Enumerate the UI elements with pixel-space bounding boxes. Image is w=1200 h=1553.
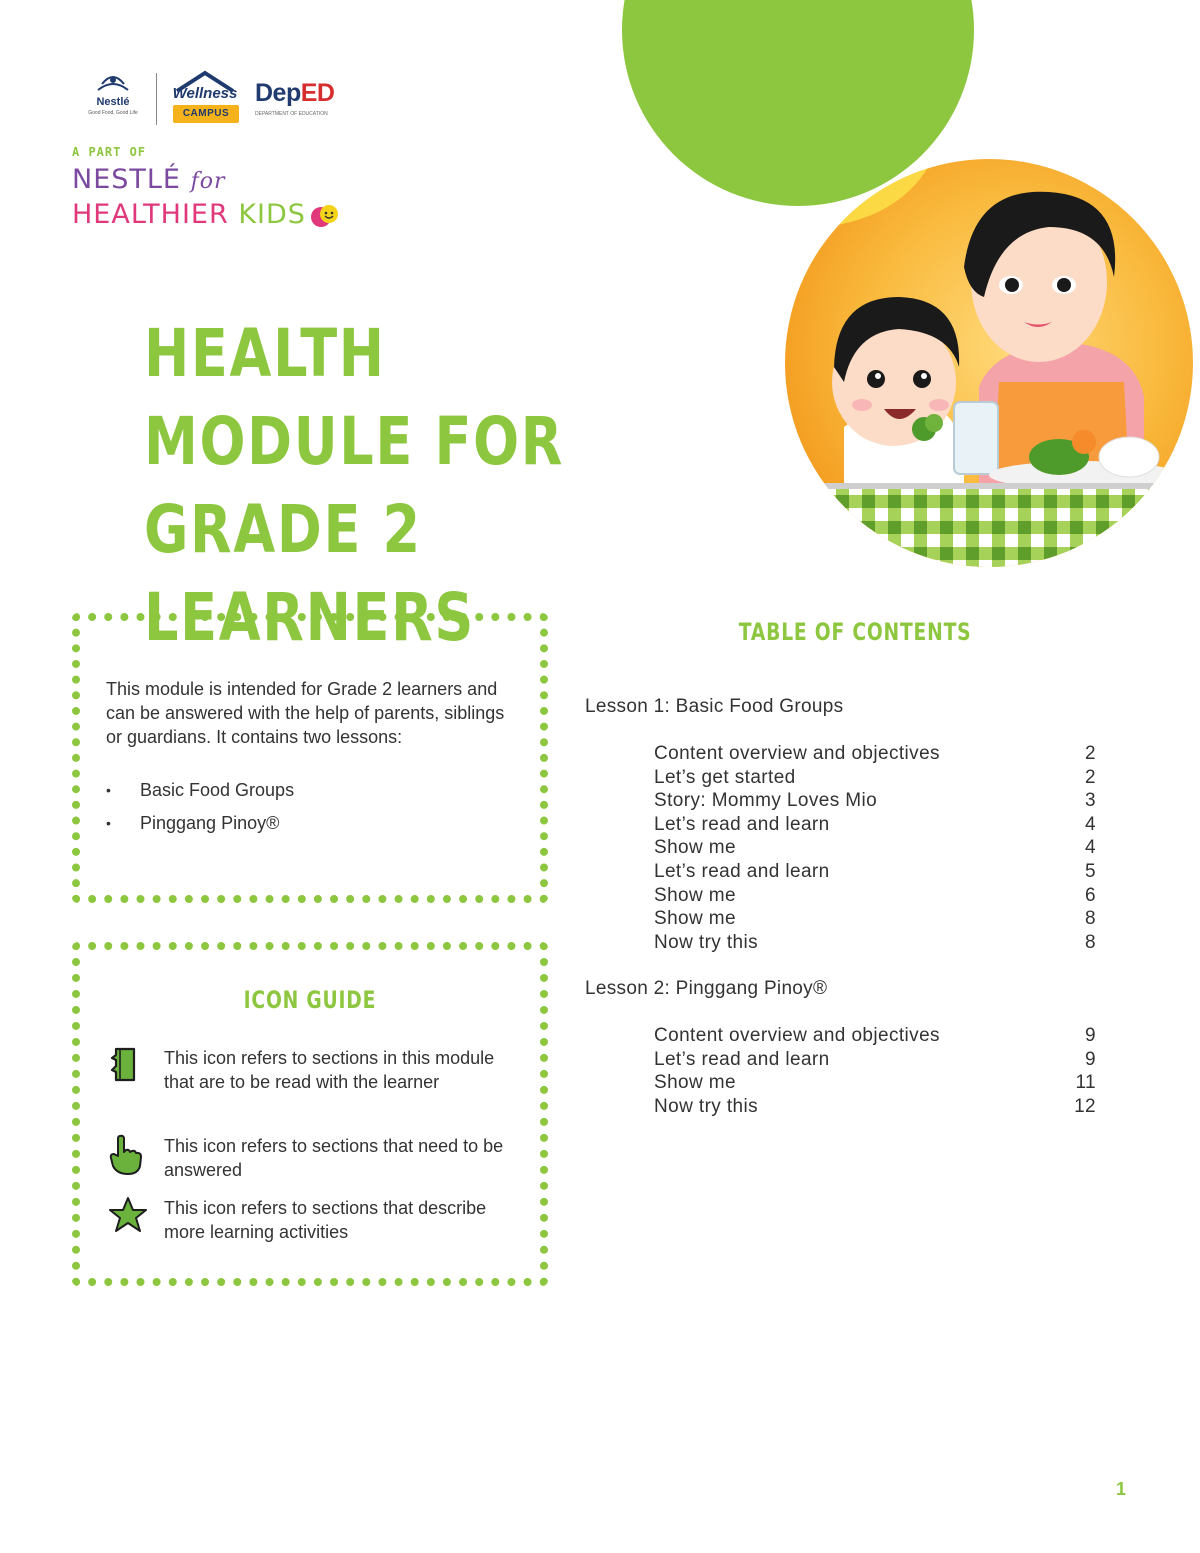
toc-entry-page: 9 <box>1085 1048 1096 1070</box>
wellness-wordmark: Wellness <box>172 85 238 102</box>
nestle-for-healthier-kids-logo <box>72 145 312 231</box>
toc-entry-label: Now try this <box>654 931 759 953</box>
deped-ed: ED <box>300 79 335 107</box>
toc-entry <box>654 789 1096 813</box>
smiley-icon <box>310 203 340 229</box>
bullet-text: Basic Food Groups <box>140 780 295 800</box>
toc-entry-label: Let’s get started <box>654 766 796 788</box>
list-item <box>106 812 516 834</box>
toc-entry-label: Let’s read and learn <box>654 1048 830 1070</box>
toc-entry <box>654 1095 1096 1119</box>
toc-entry-page: 2 <box>1085 743 1096 764</box>
toc-entry <box>654 907 1096 931</box>
page-number: 1 <box>1116 1479 1127 1499</box>
for-word: for <box>190 169 226 194</box>
toc-entry-label: Show me <box>654 908 737 930</box>
toc-entry <box>654 1071 1096 1095</box>
title-line-1: HEALTH MODULE FOR <box>144 315 565 480</box>
icon-guide-text: This icon refers to sections that describe more learning activities <box>164 1198 487 1242</box>
toc-entry-label: Show me <box>654 884 737 906</box>
hand-icon-wrap <box>108 1134 164 1182</box>
toc-entry-label: Content overview and objectives <box>654 1025 940 1046</box>
bullet-dot: • <box>106 815 111 831</box>
nestle-tagline: Good Food, Good Life <box>88 110 138 116</box>
toc-entry-page: 6 <box>1085 884 1096 906</box>
campus-banner: CAMPUS <box>173 105 239 123</box>
nestle-logo <box>80 70 146 128</box>
logo-divider <box>156 73 157 125</box>
page-title <box>144 310 636 662</box>
toc-entry <box>654 1024 1096 1048</box>
partner-logos <box>80 68 351 130</box>
toc-entry-page: 3 <box>1085 790 1096 812</box>
toc-lesson-1-title: Lesson 1: Basic Food Groups <box>585 696 844 717</box>
deped-tagline: DEPARTMENT OF EDUCATION <box>255 111 328 117</box>
bullet-text: Pinggang Pinoy® <box>140 813 280 833</box>
book-icon-wrap <box>108 1046 164 1094</box>
intro-box <box>72 613 548 903</box>
toc-entry-page: 5 <box>1085 860 1096 882</box>
toc-entry-label: Show me <box>654 1072 737 1094</box>
intro-text: This module is intended for Grade 2 learners and can be answered with the help of parents, siblings or guardians. It contains two lessons: <box>106 679 505 747</box>
deped-logo <box>255 69 351 129</box>
toc-lesson-1-list <box>654 742 1096 954</box>
toc-entry-label: Now try this <box>654 1095 759 1117</box>
toc-entry-label: Show me <box>654 837 737 859</box>
star-icon-wrap <box>108 1196 164 1244</box>
healthier-kids-line <box>72 199 312 231</box>
toc-entry-page: 12 <box>1074 1095 1096 1117</box>
toc-entry-label: Let’s read and learn <box>654 813 830 835</box>
nestle-nest-icon <box>96 70 130 94</box>
toc-entry-label: Content overview and objectives <box>654 743 940 764</box>
toc-entry-page: 9 <box>1085 1025 1096 1046</box>
icon-guide-item-read <box>108 1046 528 1094</box>
icon-guide-text: This icon refers to sections that need to be answered <box>164 1136 504 1180</box>
icon-guide-text: This icon refers to sections in this module that are to be read with the learner <box>164 1048 495 1092</box>
icon-guide-title <box>72 986 548 1014</box>
toc-entry <box>654 836 1096 860</box>
icon-guide-item-activities <box>108 1196 528 1244</box>
nestle-for-line <box>72 165 312 197</box>
toc-entry <box>654 766 1096 790</box>
hand-icon <box>108 1134 142 1176</box>
toc-lesson-2-title: Lesson 2: Pinggang Pinoy® <box>585 978 828 999</box>
toc-entry-page: 4 <box>1085 837 1096 859</box>
wellness-campus-logo <box>167 69 243 129</box>
a-part-of-label: A PART OF <box>72 145 147 159</box>
toc-title-text: TABLE OF CONTENTS <box>738 618 972 646</box>
toc-entry-page: 11 <box>1075 1072 1096 1094</box>
toc-entry <box>654 813 1096 837</box>
toc-entry-page: 8 <box>1085 908 1096 930</box>
deped-wordmark <box>255 79 334 108</box>
mother-and-child-illustration <box>784 157 1200 577</box>
deped-dep: Dep <box>255 79 301 107</box>
toc-entry-page: 4 <box>1085 813 1096 835</box>
star-icon <box>108 1196 148 1234</box>
book-icon <box>108 1046 138 1084</box>
kids-word: KIDS <box>238 199 306 230</box>
title-line-2: GRADE 2 LEARNERS <box>144 491 476 656</box>
nestle-wordmark: Nestlé <box>96 96 130 108</box>
toc-entry <box>654 931 1096 955</box>
toc-entry <box>654 860 1096 884</box>
toc-lesson-2-list <box>654 1024 1096 1118</box>
list-item <box>106 779 516 801</box>
toc-entry-page: 2 <box>1085 766 1096 788</box>
toc-entry-page: 8 <box>1085 931 1096 953</box>
toc-entry-label: Story: Mommy Loves Mio <box>654 790 878 812</box>
icon-guide-item-answer <box>108 1134 528 1182</box>
toc-entry-label: Let’s read and learn <box>654 860 830 882</box>
bullet-dot: • <box>106 782 111 798</box>
toc-entry <box>654 884 1096 908</box>
icon-guide-title-text: ICON GUIDE <box>243 986 377 1014</box>
nestle-brand-word: NESTLÉ <box>72 164 181 195</box>
toc-entry <box>654 1048 1096 1072</box>
toc-entry <box>654 742 1096 766</box>
healthier-word: HEALTHIER <box>72 199 229 230</box>
toc-title <box>690 618 1020 646</box>
lessons-bullet-list <box>106 779 516 845</box>
